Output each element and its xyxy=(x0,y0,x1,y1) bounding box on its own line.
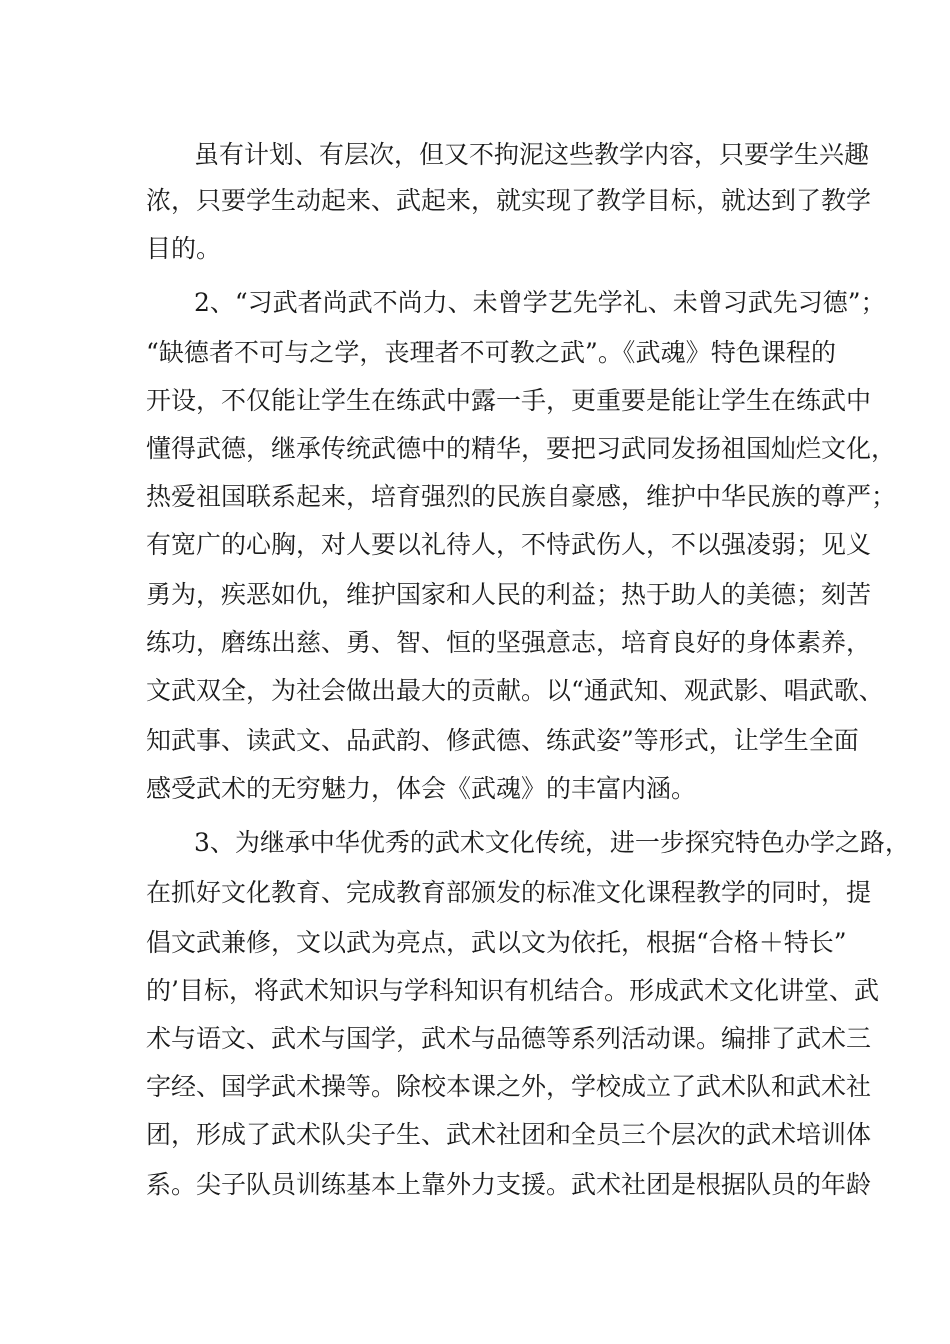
paragraph-2-line-3: 开设，不仅能让学生在练武中露一手，更重要是能让学生在练武中 xyxy=(146,386,872,415)
paragraph-2-line-2: “缺德者不可与之学，丧理者不可教之武”。《武魂》特色课程的 xyxy=(146,338,836,367)
paragraph-2-line-8: 练功，磨练出慈、勇、智、恒的坚强意志，培育良好的身体素养， xyxy=(146,628,872,657)
paragraph-2-line-7: 勇为，疾恶如仇，维护国家和人民的利益；热于助人的美德；刻苦 xyxy=(146,580,872,609)
paragraph-3-line-7: 团，形成了武术队尖子生、武术社团和全员三个层次的武术培训体 xyxy=(146,1120,872,1149)
paragraph-2-line-4: 懂得武德，继承传统武德中的精华，要把习武同发扬祖国灿烂文化， xyxy=(146,434,897,463)
paragraph-1-line-1: 虽有计划、有层次，但又不拘泥这些教学内容，只要学生兴趣 xyxy=(194,140,870,169)
paragraph-3-line-8: 系。尖子队员训练基本上靠外力支援。武术社团是根据队员的年龄 xyxy=(146,1170,872,1199)
paragraph-3-line-5: 术与语文、武术与国学，武术与品德等系列活动课。编排了武术三 xyxy=(146,1024,872,1053)
paragraph-3-line-3: 倡文武兼修，文以武为亮点，武以文为依托，根据“合格＋特长” xyxy=(146,928,847,957)
paragraph-1-line-3: 目的。 xyxy=(146,234,222,263)
paragraph-3-line-4: 的’目标，将武术知识与学科知识有机结合。形成武术文化讲堂、武 xyxy=(146,976,879,1005)
paragraph-3-line-6: 字经、国学武术操等。除校本课之外，学校成立了武术队和武术社 xyxy=(146,1072,872,1101)
paragraph-2-line-1: 2、“习武者尚武不尚力、未曾学艺先学礼、未曾习武先习德”； xyxy=(194,288,886,317)
paragraph-2-line-11: 感受武术的无穷魅力，体会《武魂》的丰富内涵。 xyxy=(146,774,697,803)
paragraph-3-line-2: 在抓好文化教育、完成教育部颁发的标准文化课程教学的同时，提 xyxy=(146,878,872,907)
paragraph-2-line-5: 热爱祖国联系起来，培育强烈的民族自豪感，维护中华民族的尊严； xyxy=(146,482,897,511)
paragraph-1-line-2: 浓，只要学生动起来、武起来，就实现了教学目标，就达到了教学 xyxy=(146,186,872,215)
paragraph-2-line-6: 有宽广的心胸，对人要以礼待人，不恃武伤人，不以强凌弱；见义 xyxy=(146,530,872,559)
paragraph-2-line-9: 文武双全，为社会做出最大的贡献。以“通武知、观武影、唱武歌、 xyxy=(146,676,884,705)
paragraph-3-line-1: 3、为继承中华优秀的武术文化传统，进一步探究特色办学之路， xyxy=(194,828,910,857)
paragraph-2-line-10: 知武事、读武文、品武韵、修武德、练武姿”等形式，让学生全面 xyxy=(146,726,859,755)
